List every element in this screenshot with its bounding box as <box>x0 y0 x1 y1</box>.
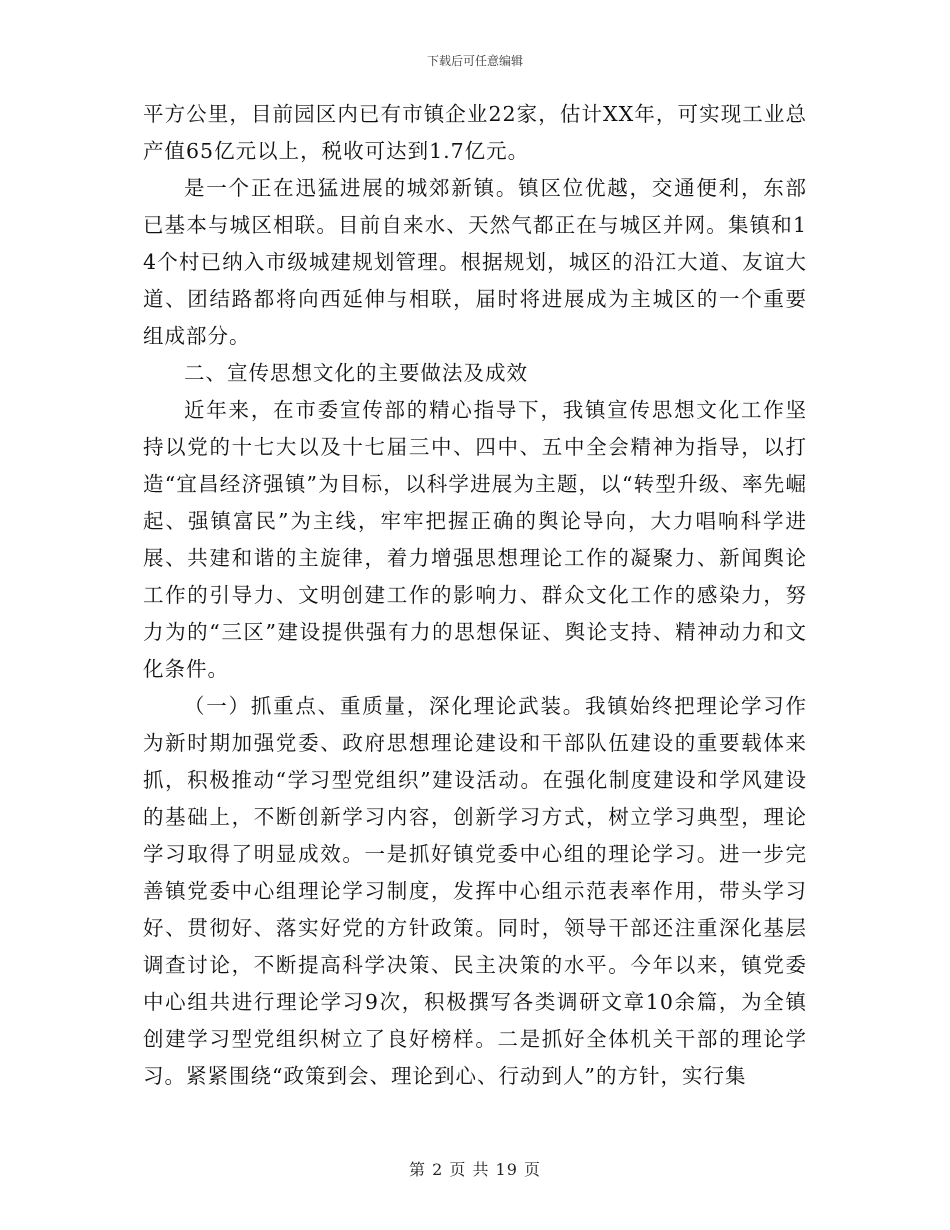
document-body <box>143 96 807 1095</box>
page-number: 第 2 页 共 19 页 <box>409 1160 541 1179</box>
section-heading: 二、宣传思想文化的主要做法及成效 <box>184 361 528 385</box>
page-header: 下载后可任意编辑 <box>426 54 523 68</box>
paragraph-continuation: 平方公里，目前园区内已有市镇企业22家，估计XX年，可实现工业总产值65亿元以上，税收可达到1.7亿元。 <box>143 102 807 163</box>
paragraph-introduction: 近年来，在市委宣传部的精心指导下，我镇宣传思想文化工作坚持以党的十七大以及十七届三中、四中、五中全会精神为指导，以打造“宜昌经济强镇”为目标，以科学进展为主题，以“转型升级、率先崛起、强镇富民”为主线，牢牢把握正确的舆论导向，大力唱响科学进展、共建和谐的主旋律，着力增强思想理论工作的凝聚力、新闻舆论工作的引导力、文明创建工作的影响力、群众文化工作的感染力，努力为的“三区”建设提供强有力的思想保证、舆论支持、精神动力和文化条件。 <box>143 398 807 681</box>
paragraph-town-overview: 是一个正在迅猛进展的城郊新镇。镇区位优越，交通便利，东部已基本与城区相联。目前自来水、天然气都正在与城区并网。集镇和14个村已纳入市级城建规划管理。根据规划，城区的沿江大道、友谊大道、团结路都将向西延伸与相联，届时将进展成为主城区的一个重要组成部分。 <box>143 176 807 348</box>
paragraph-theory-study: （一）抓重点、重质量，深化理论武装。我镇始终把理论学习作为新时期加强党委、政府思想理论建设和干部队伍建设的重要载体来抓，积极推动“学习型党组织”建设活动。在强化制度建设和学风建设的基础上，不断创新学习内容，创新学习方式，树立学习典型，理论学习取得了明显成效。一是抓好镇党委中心组的理论学习。进一步完善镇党委中心组理论学习制度，发挥中心组示范表率作用，带头学习好、贯彻好、落实好党的方针政策。同时，领导干部还注重深化基层调查讨论，不断提高科学决策、民主决策的水平。今年以来，镇党委中心组共进行理论学习9次，积极撰写各类调研文章10余篇，为全镇创建学习型党组织树立了良好榜样。二是抓好全体机关干部的理论学习。紧紧围绕“政策到会、理论到心、行动到人”的方针，实行集 <box>143 694 807 1088</box>
